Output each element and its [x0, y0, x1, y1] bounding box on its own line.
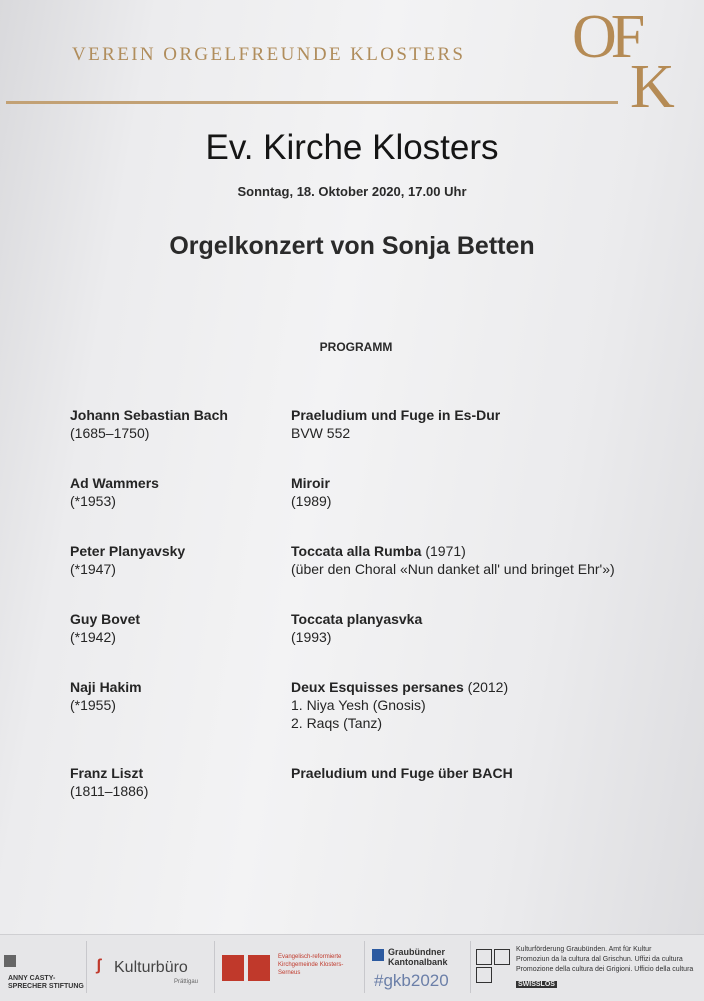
composer-name: Franz Liszt: [70, 765, 144, 781]
composer-dates: (1811–1886): [70, 783, 149, 799]
sponsor-gkb: [366, 941, 471, 993]
logo-line1: OF: [572, 3, 640, 71]
logo-line2: K: [630, 53, 675, 121]
sponsor-kulturfoerderung-text: [516, 945, 693, 975]
work-detail: (1989): [291, 493, 332, 509]
sponsor-kulturbuero: [88, 941, 215, 993]
composer-dates: (*1947): [70, 561, 116, 577]
composer-name: Naji Hakim: [70, 679, 142, 695]
gold-rule: [6, 101, 618, 104]
kultur-line: Kulturförderung Graubünden. Amt für Kultur: [516, 946, 652, 953]
church-emblem-icon: [248, 955, 270, 981]
work-title: Praeludium und Fuge über BACH: [291, 765, 513, 781]
program-item-5-composer: [70, 678, 270, 714]
ibex-icon: [476, 967, 492, 983]
program-item-3-composer: [70, 542, 270, 578]
program-item-3-work: [291, 542, 691, 578]
gkb-logo-icon: [372, 949, 384, 961]
program-item-4-composer: [70, 610, 270, 646]
composer-name: Johann Sebastian Bach: [70, 407, 228, 423]
composer-name: Peter Planyavsky: [70, 543, 186, 559]
program-item-4-work: [291, 610, 691, 646]
kultur-line: Promozione della cultura dei Grigioni. Ufficio della cultura: [516, 966, 694, 973]
swisslos-badge: SWISSLOS: [518, 981, 555, 988]
venue-title: Ev. Kirche Klosters: [205, 128, 499, 167]
kultur-line: Promoziun da la cultura dal Grischun. Uffizi da cultura: [516, 956, 683, 963]
program-item-6-work: [291, 764, 691, 782]
sponsor-gkb-tag: #gkb2020: [374, 971, 449, 990]
program-label: PROGRAMM: [319, 340, 393, 354]
sponsor-kulturfoerderung: [472, 941, 702, 993]
crest-icon: [4, 955, 16, 967]
sponsor-kulturbuero-name: Kulturbüro: [114, 959, 188, 976]
program-item-2-work: [291, 474, 691, 510]
work-detail: (1993): [291, 629, 332, 645]
sponsor-kulturbuero-sub: Prättigau: [174, 979, 199, 985]
program-item-6-composer: [70, 764, 270, 800]
grisons-crest-icon: [476, 949, 492, 965]
work-detail: 1. Niya Yesh (Gnosis): [291, 697, 426, 713]
composer-dates: (*1953): [70, 493, 116, 509]
sponsor-kirchgemeinde-text: Evangelisch-reformierte Kirchgemeinde Klosters-Serneus: [278, 954, 344, 976]
concert-title: Orgelkonzert von Sonja Betten: [169, 232, 535, 260]
work-year: (1971): [421, 543, 466, 559]
sponsor-gkb-name: Graubündner Kantonalbank: [388, 947, 448, 967]
org-name: VEREIN ORGELFREUNDE KLOSTERS: [72, 44, 466, 65]
grisons-crest-icon: [494, 949, 510, 965]
sponsor-casty: [0, 941, 87, 993]
work-detail: BVW 552: [291, 425, 351, 441]
composer-name: Ad Wammers: [70, 475, 159, 491]
church-emblem-icon: [222, 955, 244, 981]
ofk-logo: [570, 3, 695, 121]
work-detail: 2. Raqs (Tanz): [291, 715, 383, 731]
work-title: Toccata planyasvka: [291, 611, 423, 627]
work-year: (2012): [463, 679, 509, 695]
event-date: Sonntag, 18. Oktober 2020, 17.00 Uhr: [237, 184, 467, 199]
kulturbuero-logo-icon: ʃ: [96, 957, 102, 974]
work-detail: (über den Choral «Nun danket all' und bringet Ehr'»): [291, 561, 615, 577]
program-item-2-composer: [70, 474, 270, 510]
work-title: Toccata alla Rumba: [291, 543, 422, 559]
program-item-5-work: [291, 678, 691, 732]
work-title: Deux Esquisses persanes: [291, 679, 464, 695]
sponsor-kirchgemeinde: [216, 941, 365, 993]
work-title: Miroir: [291, 475, 330, 491]
composer-dates: (1685–1750): [70, 425, 150, 441]
composer-dates: (*1955): [70, 697, 116, 713]
sponsor-casty-text: ANNY CASTY-SPRECHER STIFTUNG: [8, 975, 84, 990]
program-item-1-work: [291, 406, 691, 442]
composer-dates: (*1942): [70, 629, 116, 645]
sponsor-footer: [0, 934, 704, 1001]
work-title: Praeludium und Fuge in Es-Dur: [291, 407, 501, 423]
composer-name: Guy Bovet: [70, 611, 141, 627]
program-item-1-composer: [70, 406, 270, 442]
